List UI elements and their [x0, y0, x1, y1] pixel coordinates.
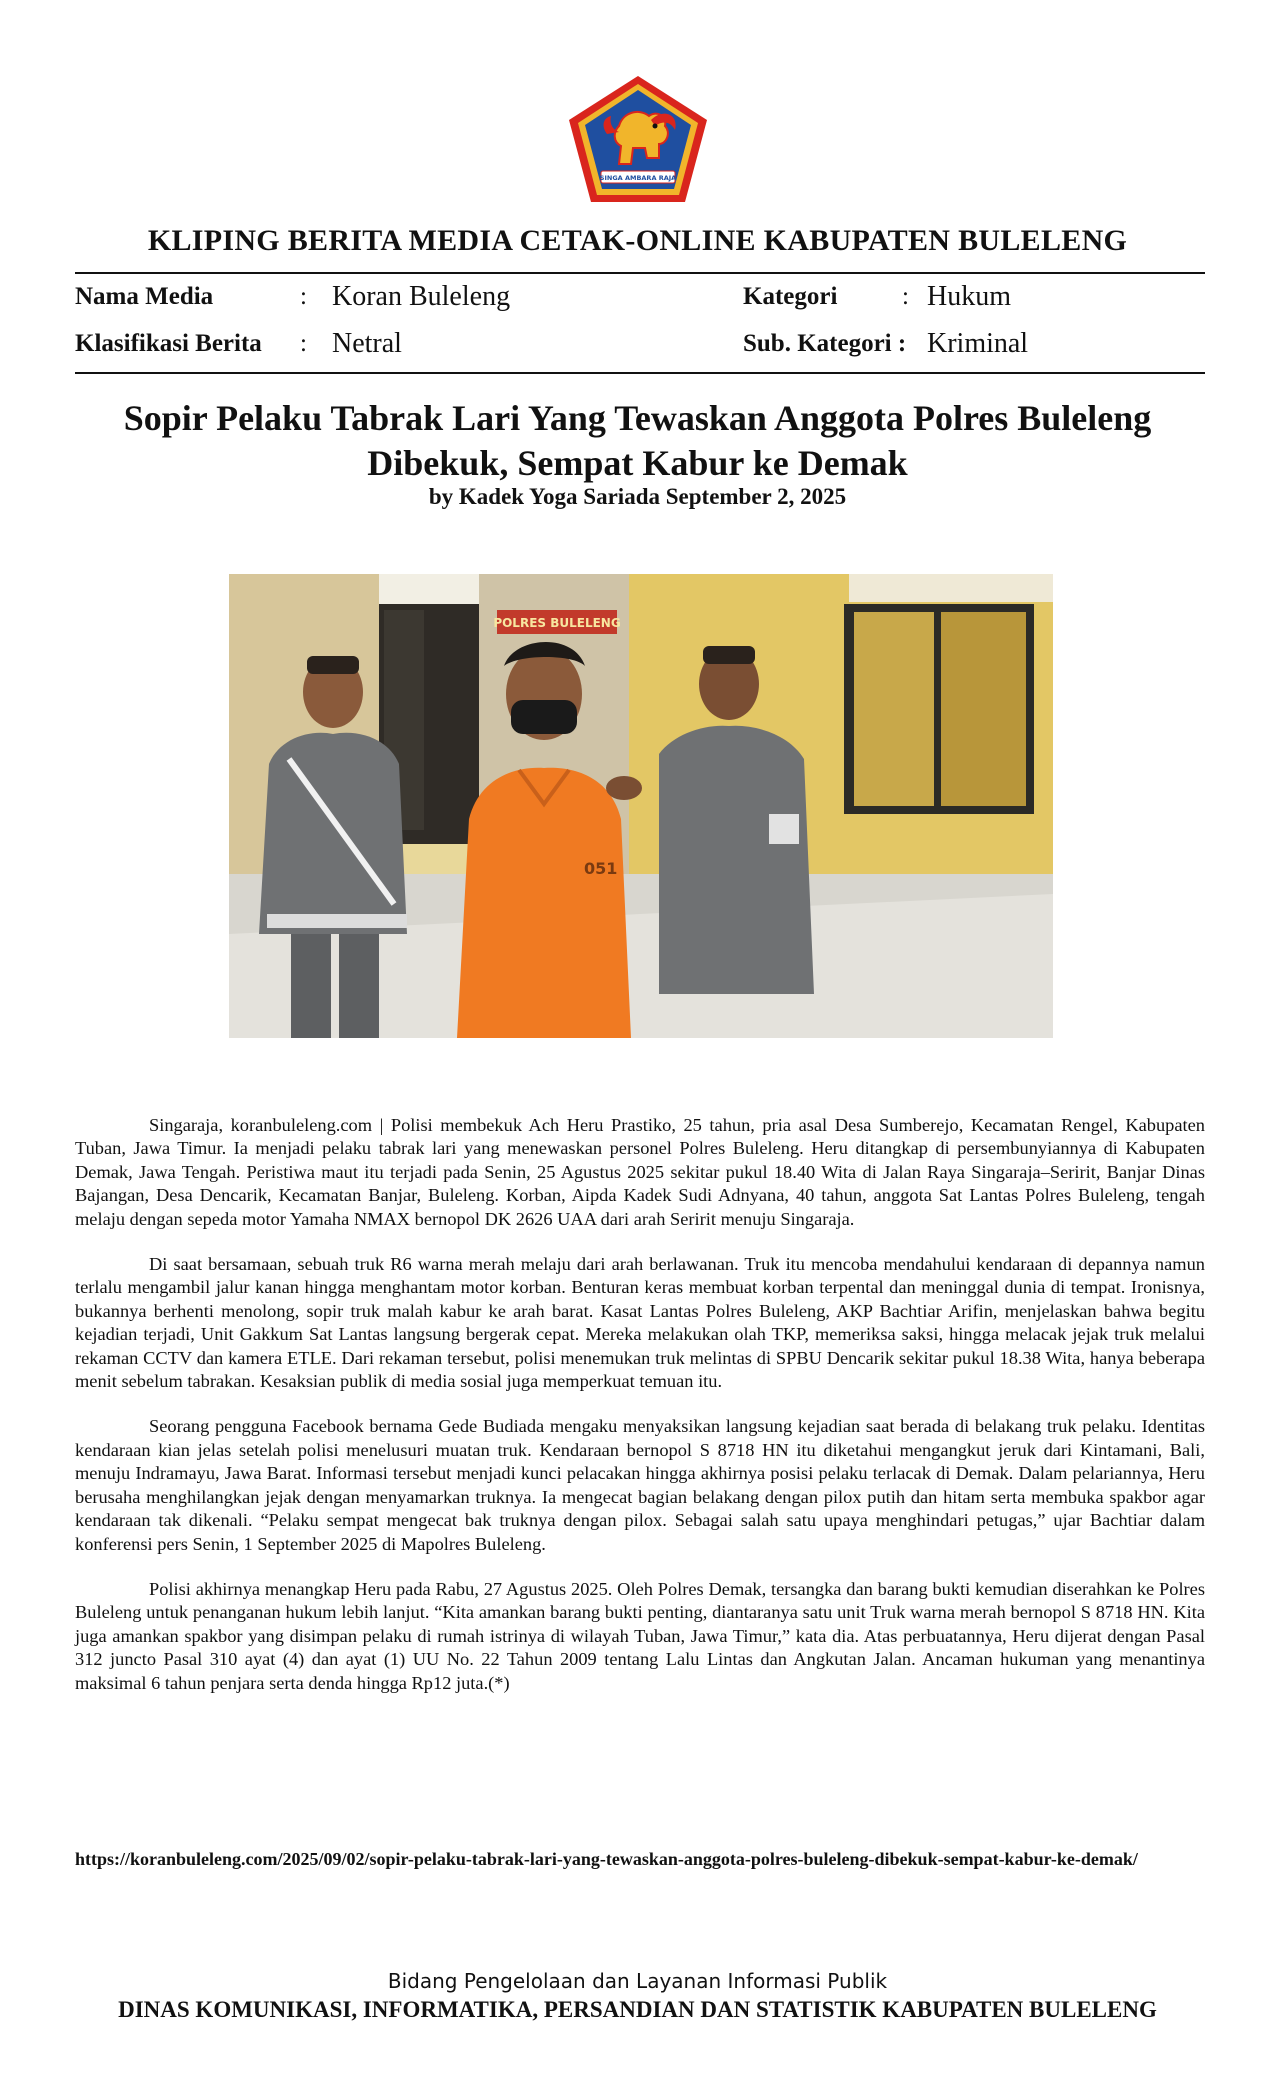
kategori-label: Kategori: [743, 283, 838, 310]
article-paragraph: Singaraja, koranbuleleng.com | Polisi membekuk Ach Heru Prastiko, 25 tahun, pria asal Desa Sumberejo, Kecamatan Rengel, Kabupaten Tuban, Jawa Timur. Ia menjadi pelaku tabrak lari yang menewaskan personel Polres Buleleng. Heru ditangkap di persembunyiannya di Kabupaten Demak, Jawa Tengah. Peristiwa maut itu terjadi pada Senin, 25 Agustus 2025 sekitar pukul 18.40 Wita di Jalan Raya Singaraja–Seririt, Banjar Dinas Bajangan, Desa Dencarik, Kecamatan Banjar, Buleleng. Korban, Aipda Kadek Sudi Adnyana, 40 tahun, anggota Sat Lantas Polres Buleleng, tengah melaju dengan sepeda motor Yamaha NMAX bernopol DK 2626 UAA dari arah Seririt menuju Singaraja.: [75, 1115, 1205, 1229]
nama-media-label: Nama Media: [75, 283, 214, 310]
footer-agency: DINAS KOMUNIKASI, INFORMATIKA, PERSANDIAN DAN STATISTIK KABUPATEN BULELENG: [118, 1997, 1157, 2022]
logo-motto: SINGA AMBARA RAJA: [599, 174, 677, 182]
klasifikasi-label: Klasifikasi Berita: [75, 330, 262, 357]
article-body: [75, 1114, 1205, 1717]
photo-sign-text: POLRES BULELENG: [493, 616, 621, 630]
kategori-value: Hukum: [927, 281, 1011, 312]
article-byline: by Kadek Yoga Sariada September 2, 2025: [428, 484, 847, 509]
meta-row-classification: [75, 330, 1205, 366]
article-paragraph: Di saat bersamaan, sebuah truk R6 warna merah melaju dari arah berlawanan. Truk itu mencoba mendahului kendaraan di depannya namun terlalu mengambil jalur kanan hingga menghantam motor korban. Benturan keras membuat korban terpental dan meninggal dunia di tempat. Ironisnya, bukannya berhenti menolong, sopir truk malah kabur ke arah barat. Kasat Lantas Polres Buleleng, AKP Bachtiar Arifin, menjelaskan bahwa begitu kejadian terjadi, Unit Gakkum Sat Lantas langsung bergerak cepat. Mereka melakukan olah TKP, memeriksa saksi, hingga melacak jejak truk melalui rekaman CCTV dan kamera ETLE. Dari rekaman tersebut, polisi menemukan truk melintas di SPBU Dencarik sekitar pukul 18.38 Wita, hanya beberapa menit sebelum tabrakan. Kesaksian publik di media sosial juga memperkuat temuan itu.: [75, 1254, 1205, 1392]
colon: :: [300, 330, 307, 357]
article-photo: [229, 574, 1053, 1038]
subkategori-label: Sub. Kategori :: [743, 330, 907, 357]
colon: :: [300, 283, 307, 310]
colon: :: [902, 283, 909, 310]
klasifikasi-value: Netral: [332, 328, 402, 359]
article-paragraph: Polisi akhirnya menangkap Heru pada Rabu, 27 Agustus 2025. Oleh Polres Demak, tersangka dan barang bukti kemudian diserahkan ke Polres Buleleng untuk penanganan hukum lebih lanjut. “Kita amankan barang bukti penting, diantaranya satu unit Truk warna merah bernopol S 8718 HN. Kita juga amankan spakbor yang disimpan pelaku di rumah istrinya di wilayah Tuban, Jawa Timur,” kata dia. Atas perbuatannya, Heru dijerat dengan Pasal 312 juncto Pasal 310 ayat (4) dan ayat (1) UU No. 22 Tahun 2009 tentang Lalu Lintas dan Angkutan Jalan. Ancaman hukuman yang menantinya maksimal 6 tahun penjara serta denda hingga Rp12 juta.(*): [75, 1578, 1205, 1693]
article-headline: Sopir Pelaku Tabrak Lari Yang Tewaskan Anggota Polres Buleleng Dibekuk, Sempat Kabur ke Demak: [123, 398, 1152, 483]
top-divider: [75, 272, 1205, 274]
subkategori-value: Kriminal: [927, 328, 1029, 359]
footer-division: Bidang Pengelolaan dan Layanan Informasi Publik: [387, 1969, 888, 1993]
shirt-number: 051: [584, 859, 618, 878]
nama-media-value: Koran Buleleng: [332, 281, 511, 312]
buleleng-regency-logo: [567, 74, 709, 204]
source-link[interactable]: https://koranbuleleng.com/2025/09/02/sopir-pelaku-tabrak-lari-yang-tewaskan-anggota-polres-buleleng-dibekuk-sempat-kabur-ke-demak/: [75, 1849, 1138, 1869]
article-paragraph: Seorang pengguna Facebook bernama Gede Budiada mengaku menyaksikan langsung kejadian saat berada di belakang truk pelaku. Identitas kendaraan kian jelas setelah polisi menelusuri muatan truk. Kendaraan bernopol S 8718 HN itu diketahui mengangkut jeruk dari Kintamani, Bali, menuju Indramayu, Jawa Barat. Informasi tersebut menjadi kunci pelacakan hingga akhirnya posisi pelaku terlacak di Demak. Dalam pelariannya, Heru berusaha menghilangkan jejak dengan menyamarkan truknya. Ia mengecat bagian belakang dengan pilox putih dan hitam serta membuka spakbor agar kendaraan tak dikenali. “Pelaku sempat mengecat bak truknya dengan pilox. Sebagai salah satu upaya menghindari petugas,” ujar Bachtiar dalam konferensi pers Senin, 1 September 2025 di Mapolres Buleleng.: [75, 1416, 1205, 1554]
bottom-divider: [75, 372, 1205, 374]
meta-row-media: [75, 283, 1205, 319]
clipping-title: KLIPING BERITA MEDIA CETAK-ONLINE KABUPATEN BULELENG: [147, 224, 1128, 257]
